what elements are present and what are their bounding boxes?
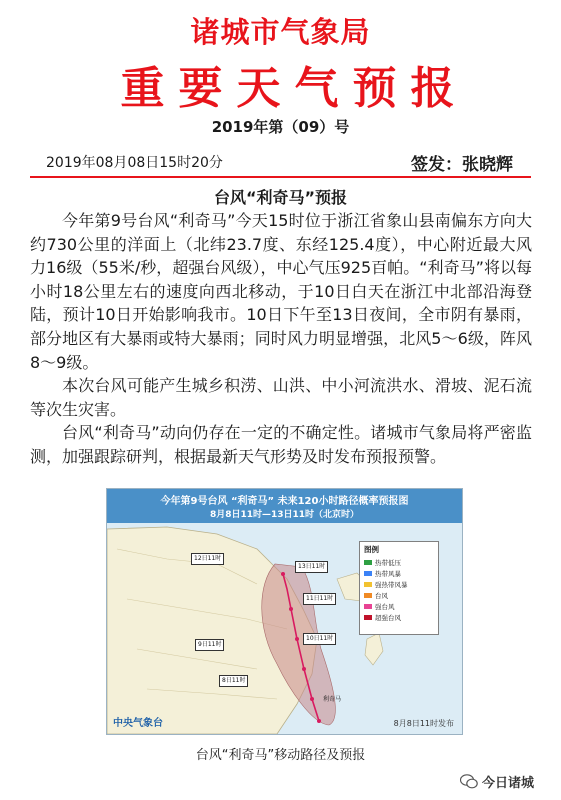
headline: 重要天气预报 [120, 63, 469, 114]
typhoon-track-map [106, 488, 463, 735]
track-label: 12日11时 [191, 553, 224, 565]
red-divider [30, 176, 531, 178]
bureau-name: 诸城市气象局 [190, 15, 371, 49]
paragraph: 本次台风可能产生城乡积涝、山洪、中小河流洪水、滑坡、泥石流等次生灾害。 [30, 376, 532, 419]
watermark-text: 今日诸城 [482, 776, 535, 791]
map-legend [359, 541, 439, 635]
track-label: 8日11时 [219, 675, 248, 687]
legend-swatch [364, 571, 372, 576]
track-label: 9日11时 [195, 639, 224, 651]
signer: 签发：张晓辉 [411, 155, 513, 175]
storm-name-label: 利奇马 [323, 696, 342, 703]
paragraph: 今年第9号台风“利奇马”今天15时位于浙江省象山县南偏东方向大约730公里的洋面上（北纬23.7度、东经125.4度），中心附近最大风力16级（55米/秒，超强台风级），中心气压925百帕。“利奇马”将以每小时18公里左右的速度向西北移动，于10日白天在浙江中北部沿海登陆，预计10日开始影响我市。10日下午至13日夜间，全市阴有暴雨，部分地区有大暴雨或特大暴雨；同时风力明显增强，北风5～6级，阵风8～9级。 [30, 211, 532, 372]
forecast-title: 台风“利奇马”预报 [213, 188, 348, 207]
cma-logo: 中央气象台 [113, 718, 163, 729]
legend-title: 图例 [364, 545, 379, 554]
wechat-icon [460, 774, 478, 789]
legend-item: 热带风暴 [360, 568, 438, 579]
track-label: 10日11时 [303, 633, 336, 645]
track-label: 11日11时 [303, 593, 336, 605]
map-title: 今年第9号台风 “利奇马” 未来120小时路径概率预报图 [160, 496, 409, 507]
map-time-range: 8月8日11时—13日11时（北京时） [209, 510, 360, 520]
legend-swatch [364, 582, 372, 587]
issue-number: 2019年第（09）号 [211, 118, 350, 136]
forecast-body [30, 209, 532, 469]
legend-item: 超强台风 [360, 612, 438, 623]
legend-swatch [364, 593, 372, 598]
meta-row [0, 150, 561, 174]
legend-item: 台风 [360, 590, 438, 601]
legend-item: 强台风 [360, 601, 438, 612]
map-caption: 台风“利奇马”移动路径及预报 [195, 748, 366, 763]
wechat-watermark [460, 772, 534, 791]
paragraph: 台风“利奇马”动向仍存在一定的不确定性。诸城市气象局将严密监测，加强跟踪研判，根据最新天气形势及时发布预报预警。 [30, 423, 532, 466]
map-release-time: 8月8日11时发布 [393, 719, 454, 728]
track-label: 13日11时 [295, 561, 328, 573]
issue-datetime: 2019年08月08日15时20分 [46, 155, 223, 171]
legend-item: 热带低压 [360, 557, 438, 568]
legend-item: 强热带风暴 [360, 579, 438, 590]
legend-swatch [364, 604, 372, 609]
legend-swatch [364, 560, 372, 565]
legend-swatch [364, 615, 372, 620]
